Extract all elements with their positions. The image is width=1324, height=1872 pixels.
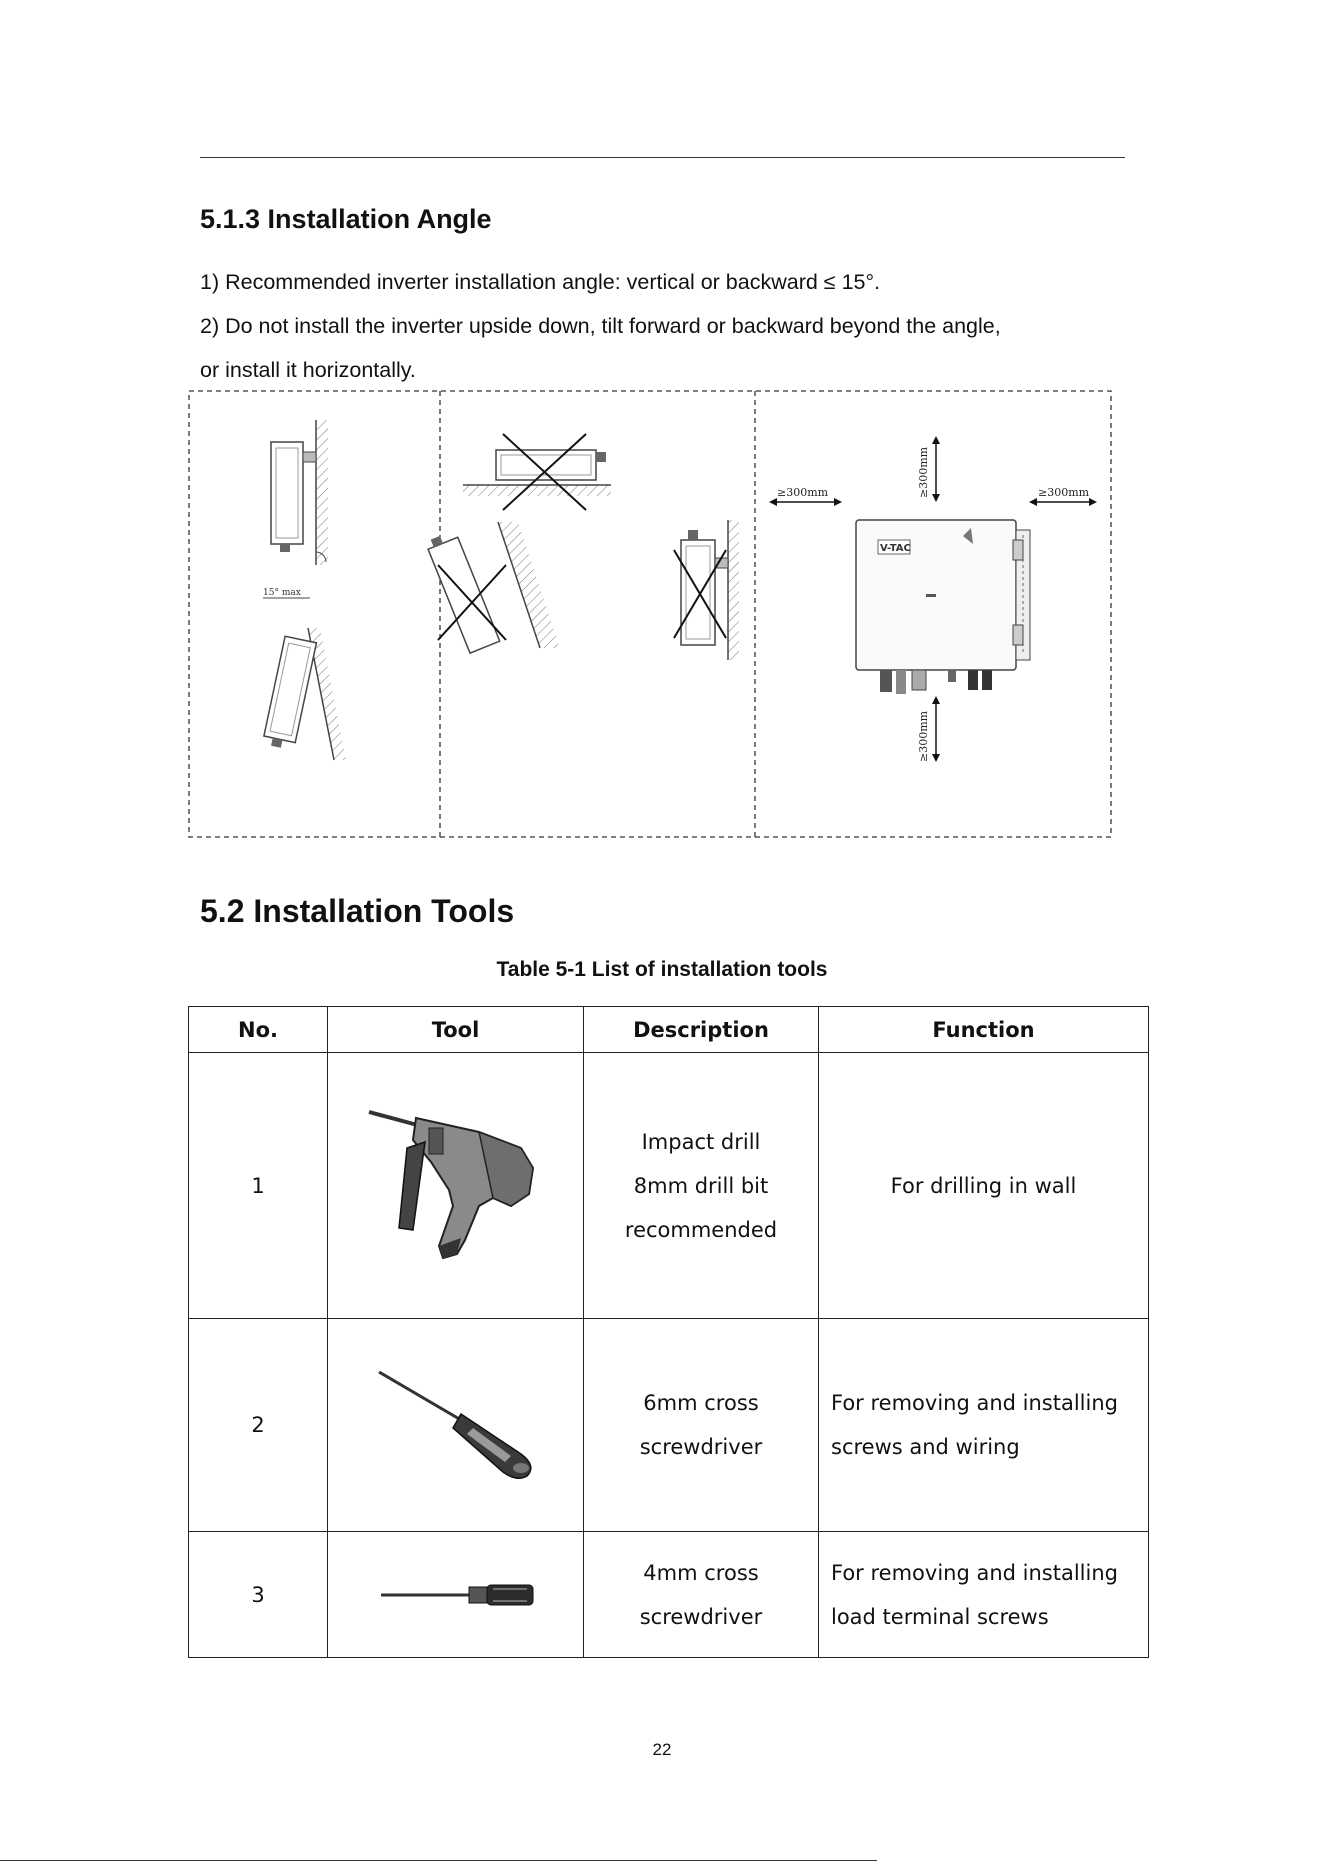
tilt-angle-label: 15° max <box>263 588 301 598</box>
description-line: 6mm cross <box>643 1391 759 1415</box>
table-row <box>189 1053 1149 1319</box>
paragraph-recommended-angle: 1) Recommended inverter installation angle: vertical or backward ≤ 15°. <box>200 270 881 294</box>
clearance-diagram <box>769 436 1097 762</box>
function-cell <box>819 1532 1149 1658</box>
table-caption: Table 5-1 List of installation tools <box>496 958 828 981</box>
section-heading-installation-angle: 5.1.3 Installation Angle <box>200 204 492 234</box>
description-cell <box>584 1053 819 1319</box>
footer-rule <box>0 1860 877 1861</box>
function-line: For removing and installing <box>831 1560 1118 1585</box>
paragraph-prohibited-angles: 2) Do not install the inverter upside down, tilt forward or backward beyond the angle, <box>200 314 1001 338</box>
forward-tilt-prohibited-diagram <box>425 522 560 653</box>
description-line: 8mm drill bit <box>633 1173 769 1198</box>
description-line: Impact drill <box>641 1129 761 1154</box>
upside-down-prohibited-diagram <box>674 520 739 660</box>
paragraph-prohibited-angles-cont: or install it horizontally. <box>200 358 416 382</box>
vertical-mount-diagram <box>271 420 328 565</box>
function-cell <box>819 1319 1149 1532</box>
row-number: 1 <box>189 1053 328 1319</box>
horizontal-mount-prohibited-diagram <box>463 434 611 510</box>
column-header-no: No. <box>189 1007 328 1053</box>
table-row <box>189 1319 1149 1532</box>
function-line: For removing and installing <box>831 1391 1118 1415</box>
function-cell: For drilling in wall <box>819 1053 1149 1319</box>
screwdriver-6mm-icon <box>328 1319 584 1532</box>
clearance-bottom-label: ≥300mm <box>917 710 930 762</box>
column-header-function: Function <box>819 1007 1149 1053</box>
installation-angle-figure <box>188 390 1112 838</box>
row-number: 2 <box>189 1319 328 1532</box>
description-cell <box>584 1319 819 1532</box>
column-header-tool: Tool <box>328 1007 584 1053</box>
function-line: load terminal screws <box>831 1604 1049 1629</box>
table-header-row <box>189 1007 1149 1053</box>
header-rule <box>200 157 1125 158</box>
inverter-brand-logo: V-TAC <box>880 543 911 554</box>
table-row <box>189 1532 1149 1658</box>
installation-tools-table <box>188 1006 1149 1658</box>
section-heading-installation-tools: 5.2 Installation Tools <box>200 893 515 929</box>
page-number: 22 <box>652 1740 672 1759</box>
backward-tilt-diagram <box>262 598 346 760</box>
clearance-top-label: ≥300mm <box>917 446 930 498</box>
impact-drill-icon <box>328 1053 584 1319</box>
description-line: recommended <box>624 1217 778 1242</box>
description-cell <box>584 1532 819 1658</box>
clearance-left-label: ≥300mm <box>777 486 829 499</box>
row-number: 3 <box>189 1532 328 1658</box>
description-line: screwdriver <box>639 1604 763 1629</box>
function-line: screws and wiring <box>831 1435 1020 1459</box>
description-line: 4mm cross <box>643 1560 759 1585</box>
clearance-right-label: ≥300mm <box>1038 486 1090 499</box>
screwdriver-4mm-icon <box>328 1532 584 1658</box>
column-header-description: Description <box>584 1007 819 1053</box>
description-line: screwdriver <box>639 1435 763 1459</box>
